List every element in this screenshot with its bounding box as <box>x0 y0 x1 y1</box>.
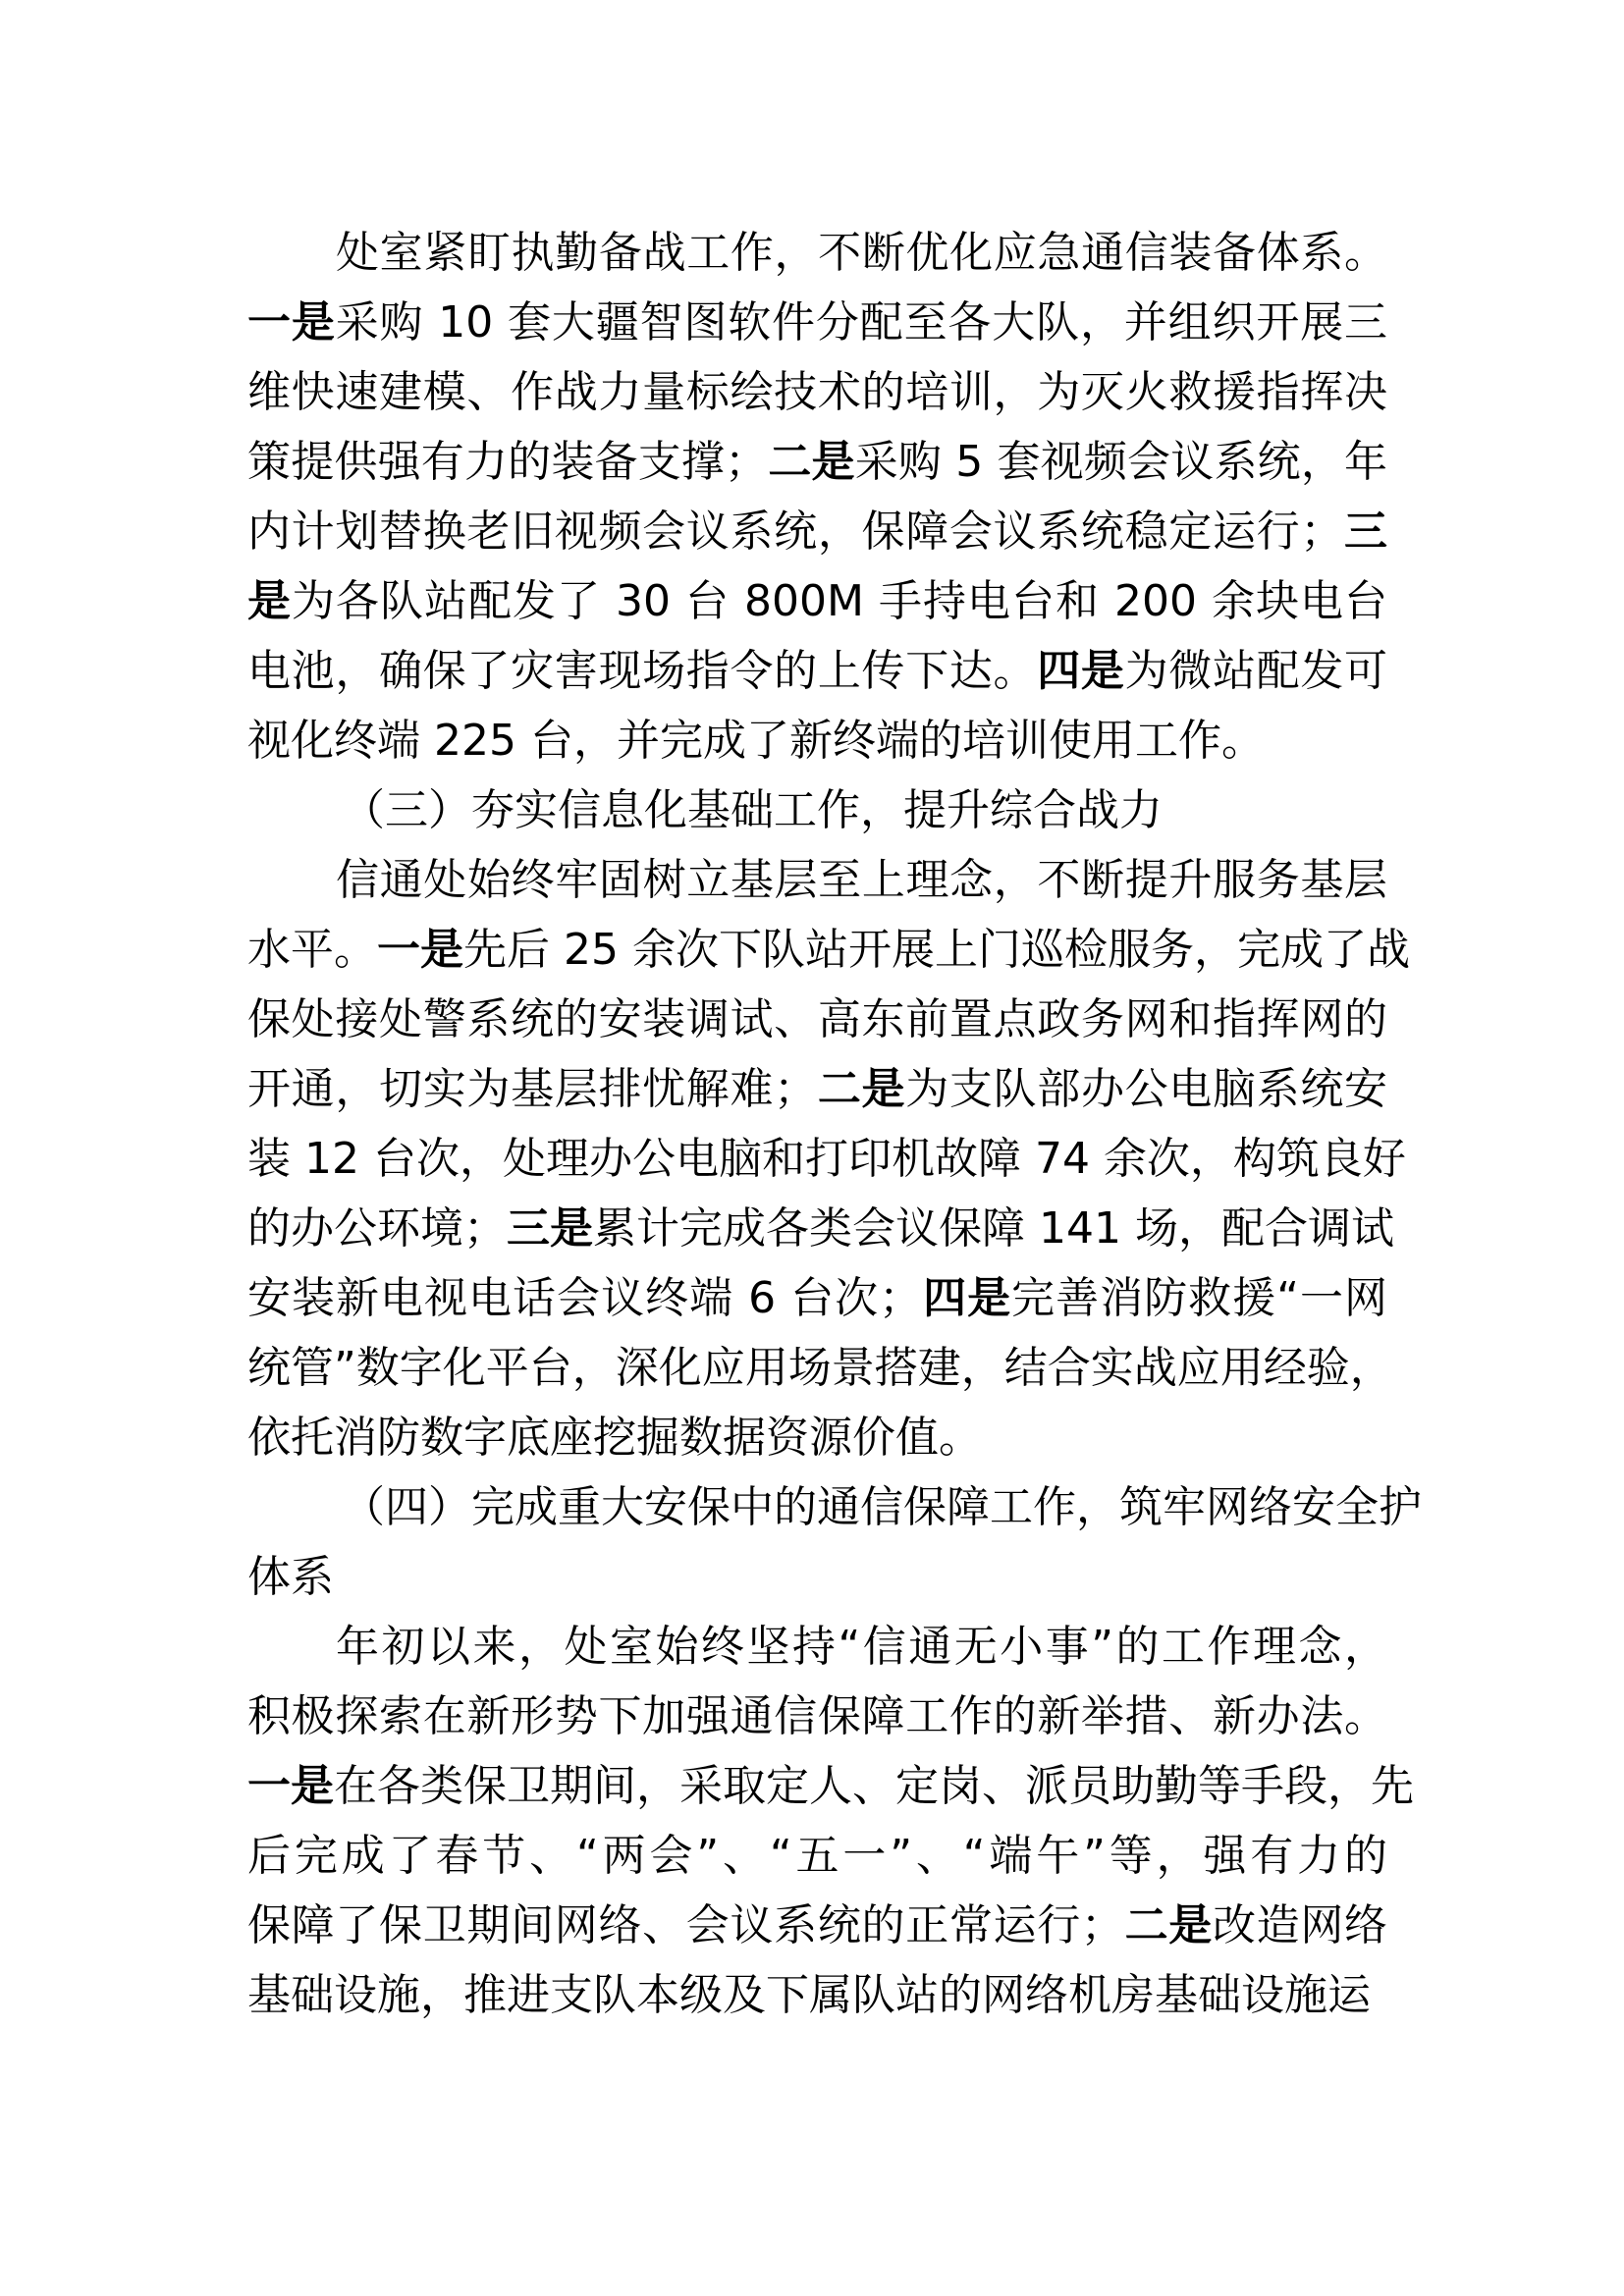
text-line <box>247 706 1387 775</box>
text-line <box>247 566 1387 636</box>
text-run: 视化终端 225 台，并完成了新终端的培训使用工作。 <box>247 716 1265 766</box>
text-run: 开通，切实为基层排忧解难； <box>247 1064 818 1114</box>
text-line <box>247 427 1387 497</box>
text-line <box>247 1403 1387 1472</box>
text-line <box>247 1472 1422 1542</box>
text-run: 的办公环境； <box>247 1203 507 1254</box>
text-line <box>247 357 1387 427</box>
text-run: 改造网络 <box>1212 1900 1388 1950</box>
text-run: 依托消防数字底座挖掘数据资源价值。 <box>247 1413 982 1463</box>
text-line <box>247 1263 1387 1333</box>
bold-label: 一是 <box>247 297 336 347</box>
text-run: 采购 10 套大疆智图软件分配至各大队，并组织开展三 <box>335 297 1387 347</box>
text-run: 年初以来，处室始终坚持“信通无小事”的工作理念， <box>336 1622 1387 1672</box>
text-run: 保处接处警系统的安装调试、高东前置点政务网和指挥网的 <box>247 994 1387 1044</box>
bold-label: 三 <box>1343 507 1388 557</box>
text-run: 维快速建模、作战力量标绘技术的培训，为灭火救援指挥决 <box>247 367 1387 417</box>
section-heading <box>247 1472 1422 1612</box>
text-run: 累计完成各类会议保障 141 场，配合调试 <box>593 1203 1394 1254</box>
bold-label: 一是 <box>247 1761 334 1811</box>
text-line <box>247 497 1387 566</box>
text-run: （四）完成重大安保中的通信保障工作，筑牢网络安全护 <box>342 1482 1422 1532</box>
bold-label: 四是 <box>1037 646 1125 696</box>
text-run: 信通处始终牢固树立基层至上理念，不断提升服务基层 <box>336 855 1387 905</box>
text-line <box>247 775 1387 845</box>
text-run: 保障了保卫期间网络、会议系统的正常运行； <box>247 1900 1124 1950</box>
text-run: 装 12 台次，处理办公电脑和打印机故障 74 余次，构筑良好 <box>247 1134 1406 1184</box>
text-line <box>247 1612 1387 1682</box>
text-line <box>247 218 1387 288</box>
bold-label: 三是 <box>507 1203 593 1254</box>
text-run: 完善消防救援“一网 <box>1011 1273 1388 1323</box>
text-line <box>247 915 1410 985</box>
text-run: 采购 5 套视频会议系统，年 <box>854 437 1388 487</box>
text-line <box>247 1194 1394 1263</box>
text-line <box>247 845 1387 915</box>
text-run: 基础设施，推进支队本级及下属队站的网络机房基础设施运 <box>247 1970 1371 2020</box>
text-run: 内计划替换老旧视频会议系统，保障会议系统稳定运行； <box>247 507 1344 557</box>
text-run: 先后 25 余次下队站开展上门巡检服务，完成了战 <box>463 925 1410 975</box>
bold-label: 二是 <box>768 437 855 487</box>
section-heading <box>247 775 1387 845</box>
bold-label: 一是 <box>377 925 463 975</box>
paragraph <box>247 1612 1414 2030</box>
bold-label: 是 <box>247 576 293 626</box>
text-run: 体系 <box>247 1552 334 1602</box>
document-page <box>247 218 1422 2030</box>
text-line <box>247 985 1387 1054</box>
text-line <box>247 1542 1387 1612</box>
bold-label: 二是 <box>817 1064 906 1114</box>
text-line <box>247 1054 1387 1124</box>
text-line <box>247 1333 1393 1403</box>
bold-label: 四是 <box>922 1273 1012 1323</box>
text-run: 在各类保卫期间，采取定人、定岗、派员助勤等手段，先 <box>334 1761 1414 1811</box>
text-line <box>247 1751 1414 1821</box>
text-run: 处室紧盯执勤备战工作，不断优化应急通信装备体系。 <box>336 228 1387 278</box>
text-run: 统管”数字化平台，深化应用场景搭建，结合实战应用经验， <box>247 1343 1393 1393</box>
text-run: 为微站配发可 <box>1124 646 1388 696</box>
text-run: 积极探索在新形势下加强通信保障工作的新举措、新办法。 <box>247 1691 1387 1741</box>
text-run: 为支队部办公电脑系统安 <box>905 1064 1388 1114</box>
text-line <box>247 1891 1387 1960</box>
text-line <box>247 1682 1387 1751</box>
text-run: （三）夯实信息化基础工作，提升综合战力 <box>342 785 1163 835</box>
text-line <box>247 1821 1387 1891</box>
text-run: 策提供强有力的装备支撑； <box>247 437 769 487</box>
text-line <box>247 1960 1387 2030</box>
text-run: 电池，确保了灾害现场指令的上传下达。 <box>247 646 1038 696</box>
paragraph <box>247 845 1410 1472</box>
text-line <box>247 636 1387 706</box>
text-line <box>247 288 1387 357</box>
text-line <box>247 1124 1406 1194</box>
text-run: 为各队站配发了 30 台 800M 手持电台和 200 余块电台 <box>292 576 1387 626</box>
text-run: 安装新电视电话会议终端 6 台次； <box>247 1273 923 1323</box>
text-run: 后完成了春节、“两会”、“五一”、“端午”等，强有力的 <box>247 1831 1387 1881</box>
bold-label: 二是 <box>1123 1900 1213 1950</box>
paragraph <box>247 218 1387 775</box>
text-run: 水平。 <box>247 925 377 975</box>
